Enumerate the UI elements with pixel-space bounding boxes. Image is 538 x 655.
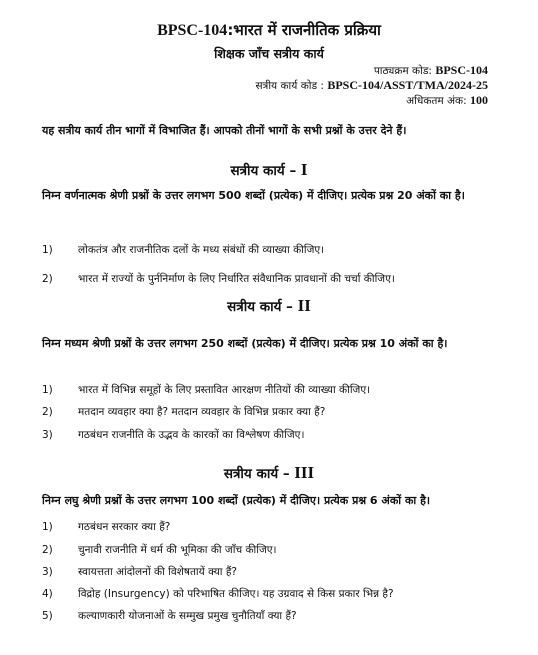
assignment-code-line (255, 78, 488, 93)
question-text: चुनावी राजनीति में धर्म की भूमिका की जाँच कीजिए। (78, 544, 277, 556)
max-marks-line (406, 93, 488, 108)
page-title (0, 20, 538, 40)
question-item (42, 543, 502, 557)
question-number: 3) (42, 429, 53, 441)
section-heading-1 (0, 160, 538, 180)
max-marks-label: अधिकतम अंक: (406, 95, 467, 107)
course-code-title: BPSC-104 (157, 22, 228, 39)
question-number: 1) (42, 521, 53, 533)
question-text: गठबंधन राजनीति के उद्भव के कारकों का विश्लेषण कीजिए। (78, 429, 305, 441)
course-code-value: BPSC-104 (435, 63, 488, 77)
max-marks-value: 100 (470, 93, 488, 107)
question-text: मतदान व्यवहार क्या है? मतदान व्यवहार के विभिन्न प्रकार क्या हैं? (78, 406, 326, 418)
intro-text: यह सत्रीय कार्य तीन भागों में विभाजित हैं। आपको तीनों भागों के सभी प्रश्नों के उत्तर देने हैं। (42, 124, 407, 137)
section-instruction-3: निम्न लघु श्रेणी प्रश्नों के उत्तर लगभग 100 शब्दों (प्रत्येक) में दीजिए। प्रत्येक प्रश्न 6 अंकों का है। (42, 494, 431, 507)
question-item (42, 565, 502, 579)
section-instruction-1: निम्न वर्णनात्मक श्रेणी प्रश्नों के उत्तर लगभग 500 शब्दों (प्रत्येक) में दीजिए। प्रत्येक प्रश्न 20 अंकों का है। (42, 189, 465, 202)
question-number: 5) (42, 610, 53, 622)
assignment-code-value: BPSC-104/ASST/TMA/2024-25 (327, 78, 488, 92)
section-numeral: II (297, 296, 311, 315)
question-item (42, 383, 502, 397)
question-text: गठबंधन सरकार क्या हैं? (78, 521, 171, 533)
question-item (42, 272, 502, 286)
question-item (42, 520, 502, 534)
question-number: 2) (42, 273, 53, 285)
question-text: कल्याणकारी योजनाओं के सम्मुख प्रमुख चुनौतियाँ क्या हैं? (78, 610, 297, 622)
question-number: 4) (42, 588, 53, 600)
question-text: लोकतंत्र और राजनीतिक दलों के मध्य संबंधों की व्याख्या कीजिए। (78, 244, 325, 256)
question-number: 1) (42, 244, 53, 256)
question-item (42, 587, 502, 601)
question-item (42, 428, 502, 442)
question-number: 2) (42, 406, 53, 418)
question-item (42, 609, 502, 623)
question-item (42, 405, 502, 419)
course-name-title: :भारत में राजनीतिक प्रक्रिया (227, 21, 381, 39)
course-code-line (374, 63, 488, 78)
question-item (42, 243, 502, 257)
section-instruction-2: निम्न मध्यम श्रेणी प्रश्नों के उत्तर लगभग 250 शब्दों (प्रत्येक) में दीजिए। प्रत्येक प्रश्न 10 अंकों का है। (42, 337, 448, 350)
page-subtitle: शिक्षक जाँच सत्रीय कार्य (214, 46, 324, 61)
question-text: भारत में राज्यों के पुर्ननिर्माण के लिए निर्धारित संवैधानिक प्रावधानों की चर्चा कीजिए। (78, 273, 395, 285)
section-heading-label: सत्रीय कार्य – (230, 163, 297, 179)
section-heading-label: सत्रीय कार्य – (227, 299, 293, 315)
course-code-label: पाठ्यक्रम कोड: (373, 65, 432, 77)
section-heading-label: सत्रीय कार्य – (223, 466, 290, 482)
question-text: स्वायत्तता आंदोलनों की विशेषतायें क्या हैं? (78, 566, 237, 578)
question-number: 1) (42, 384, 53, 396)
question-text: विद्रोह (Insurgency) को परिभाषित कीजिए। यह उग्रवाद से किस प्रकार भिन्न है? (78, 588, 394, 600)
question-number: 3) (42, 566, 53, 578)
assignment-code-label: सत्रीय कार्य कोड : (255, 80, 324, 92)
question-number: 2) (42, 544, 53, 556)
section-numeral: I (300, 160, 308, 179)
section-heading-3 (0, 463, 538, 483)
section-heading-2 (0, 296, 538, 316)
question-text: भारत में विभिन्न समूहों के लिए प्रस्तावित आरक्षण नीतियों की व्याख्या कीजिए। (78, 384, 371, 396)
section-numeral: III (294, 463, 315, 482)
